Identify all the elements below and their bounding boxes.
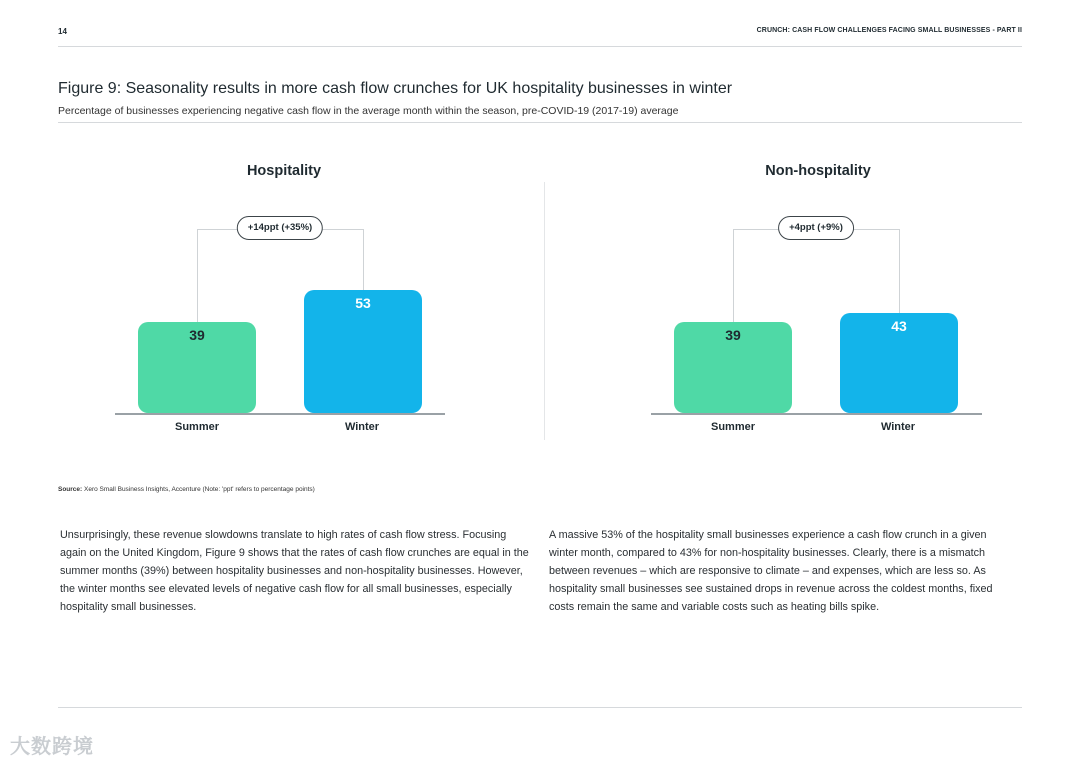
bar-value-label: 43: [891, 317, 907, 334]
bar-value-label: 39: [189, 327, 205, 344]
difference-badge: +4ppt (+9%): [778, 216, 854, 240]
source-text: Xero Small Business Insights, Accenture (Note: 'ppt' refers to percentage points): [84, 486, 315, 493]
chart-title: Non-hospitality: [765, 163, 871, 179]
figure-title: Figure 9: Seasonality results in more cash flow crunches for UK hospitality businesses in winter: [58, 80, 733, 97]
source-note: [58, 486, 315, 493]
source-label: Source:: [58, 486, 83, 493]
bar-summer: [674, 322, 792, 413]
body-paragraph-left: Unsurprisingly, these revenue slowdowns translate to high rates of cash flow stress. Focusing again on the United Kingdom, Figure 9 shows that the rates of cash flow crunches are equal in the summer months (39%) between hospitality businesses and non-hospitality businesses. However, the winter months see elevated levels of negative cash flow for all small businesses, especially hospitality small businesses.: [60, 529, 529, 613]
bar-value-label: 53: [355, 294, 371, 311]
bar-winter: [840, 313, 958, 413]
watermark-logo: 大数跨境: [10, 736, 94, 758]
body-paragraph-right: A massive 53% of the hospitality small businesses experience a cash flow crunch in a given winter month, compared to 43% for non-hospitality businesses. Clearly, there is a mismatch between revenues – which are responsive to climate – and expenses, which are less so. As hospitality small businesses see sustained drops in revenue across the coldest months, fixed costs remain the same and variable costs such as heating bills spike.: [549, 529, 993, 613]
bar-value-label: 39: [725, 327, 741, 344]
figure-rule: [58, 122, 1022, 123]
difference-bracket: [733, 229, 900, 314]
header-rule: [58, 46, 1022, 47]
difference-badge: +14ppt (+35%): [237, 216, 323, 240]
chart-title: Hospitality: [246, 163, 322, 179]
x-axis: [651, 413, 982, 415]
x-tick-label: Winter: [344, 421, 380, 433]
x-tick-label: Winter: [880, 421, 916, 433]
bar-summer: [138, 322, 256, 413]
panel-divider: [544, 182, 545, 440]
page-number: 14: [58, 27, 67, 36]
x-tick-label: Summer: [710, 421, 756, 433]
figure-subtitle: Percentage of businesses experiencing negative cash flow in the average month within the season, pre-COVID-19 (2017-19) average: [58, 105, 679, 117]
x-axis: [115, 413, 445, 415]
footer-rule: [58, 707, 1022, 708]
bar-winter: [304, 290, 422, 413]
running-header: CRUNCH: CASH FLOW CHALLENGES FACING SMALL BUSINESSES - PART II: [756, 27, 1022, 34]
x-tick-label: Summer: [174, 421, 220, 433]
